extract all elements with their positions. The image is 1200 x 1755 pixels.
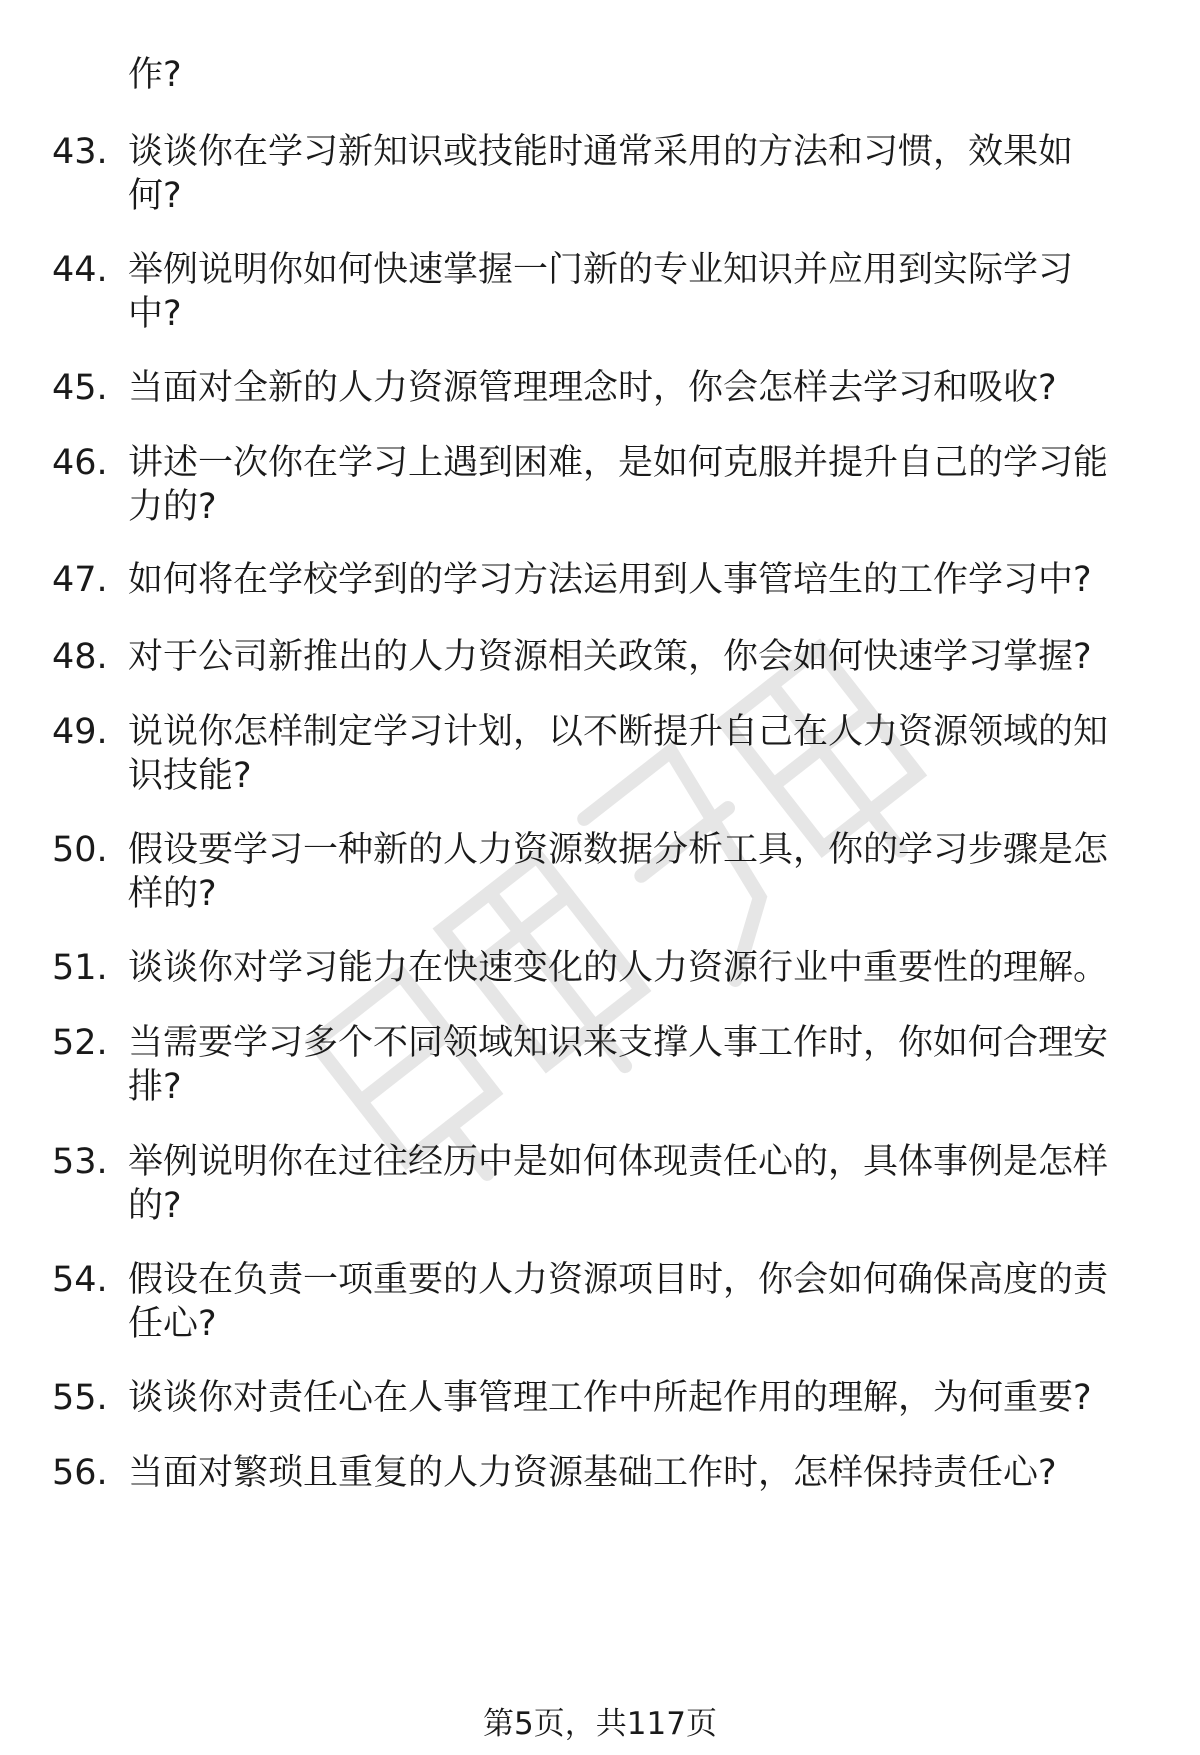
- question-text: 假设要学习一种新的人力资源数据分析工具，你的学习步骤是怎: [128, 830, 1109, 870]
- question-text: 讲述一次你在学习上遇到困难，是如何克服并提升自己的学习能: [128, 443, 1109, 483]
- question-text: 当面对繁琐且重复的人力资源基础工作时，怎样保持责任心?: [128, 1453, 1057, 1493]
- list-item-55: [0, 1374, 1200, 1422]
- list-item-54-cont: [0, 1300, 1200, 1348]
- question-number: 54.: [52, 1260, 108, 1300]
- question-number: 55.: [52, 1378, 108, 1418]
- question-number: 56.: [52, 1453, 108, 1493]
- question-text: 何?: [128, 176, 182, 216]
- question-number: 46.: [52, 443, 108, 483]
- list-item-45: [0, 364, 1200, 412]
- list-item-50-cont: [0, 870, 1200, 918]
- question-text: 举例说明你在过往经历中是如何体现责任心的，具体事例是怎样: [128, 1142, 1109, 1182]
- question-text: 谈谈你在学习新知识或技能时通常采用的方法和习惯，效果如: [128, 132, 1074, 172]
- question-text: 假设在负责一项重要的人力资源项目时，你会如何确保高度的责: [128, 1260, 1109, 1300]
- question-number: 45.: [52, 368, 108, 408]
- list-item-53: [0, 1138, 1200, 1186]
- list-item-49-cont: [0, 752, 1200, 800]
- question-number: 48.: [52, 637, 108, 677]
- question-number: 51.: [52, 948, 108, 988]
- question-text: 任心?: [128, 1304, 217, 1344]
- question-text: 作?: [128, 55, 182, 95]
- list-item-46-cont: [0, 483, 1200, 531]
- question-number: 44.: [52, 250, 108, 290]
- question-text: 力的?: [128, 487, 217, 527]
- list-item-46: [0, 439, 1200, 487]
- list-item-49: [0, 708, 1200, 756]
- list-item-48: [0, 633, 1200, 681]
- question-text: 当面对全新的人力资源管理理念时，你会怎样去学习和吸收?: [128, 368, 1057, 408]
- question-number: 47.: [52, 560, 108, 600]
- list-item-43: [0, 128, 1200, 176]
- question-text: 的?: [128, 1186, 182, 1226]
- list-item-51: [0, 944, 1200, 992]
- list-item-54: [0, 1256, 1200, 1304]
- question-text: 中?: [128, 294, 182, 334]
- list-item-44: [0, 246, 1200, 294]
- list-item-47: [0, 556, 1200, 604]
- question-text: 样的?: [128, 874, 217, 914]
- list-item-52: [0, 1019, 1200, 1067]
- question-text: 谈谈你对学习能力在快速变化的人力资源行业中重要性的理解。: [128, 948, 1109, 988]
- question-text: 排?: [128, 1067, 182, 1107]
- question-number: 53.: [52, 1142, 108, 1182]
- question-number: 52.: [52, 1023, 108, 1063]
- question-text: 谈谈你对责任心在人事管理工作中所起作用的理解，为何重要?: [128, 1378, 1092, 1418]
- question-text: 识技能?: [128, 756, 252, 796]
- list-item-53-cont: [0, 1182, 1200, 1230]
- question-text: 当需要学习多个不同领域知识来支撑人事工作时，你如何合理安: [128, 1023, 1109, 1063]
- question-number: 50.: [52, 830, 108, 870]
- question-text: 对于公司新推出的人力资源相关政策，你会如何快速学习掌握?: [128, 637, 1092, 677]
- list-item-50: [0, 826, 1200, 874]
- question-text: 举例说明你如何快速掌握一门新的专业知识并应用到实际学习: [128, 250, 1074, 290]
- list-item-52-cont: [0, 1063, 1200, 1111]
- question-number: 43.: [52, 132, 108, 172]
- list-item-44-cont: [0, 290, 1200, 338]
- list-item-56: [0, 1449, 1200, 1497]
- page-footer: 第5页，共117页: [483, 1706, 717, 1742]
- question-text: 说说你怎样制定学习计划，以不断提升自己在人力资源领域的知: [128, 712, 1109, 752]
- question-number: 49.: [52, 712, 108, 752]
- question-text: 如何将在学校学到的学习方法运用到人事管培生的工作学习中?: [128, 560, 1092, 600]
- list-item-continuation: [0, 51, 1200, 99]
- list-item-43-cont: [0, 172, 1200, 220]
